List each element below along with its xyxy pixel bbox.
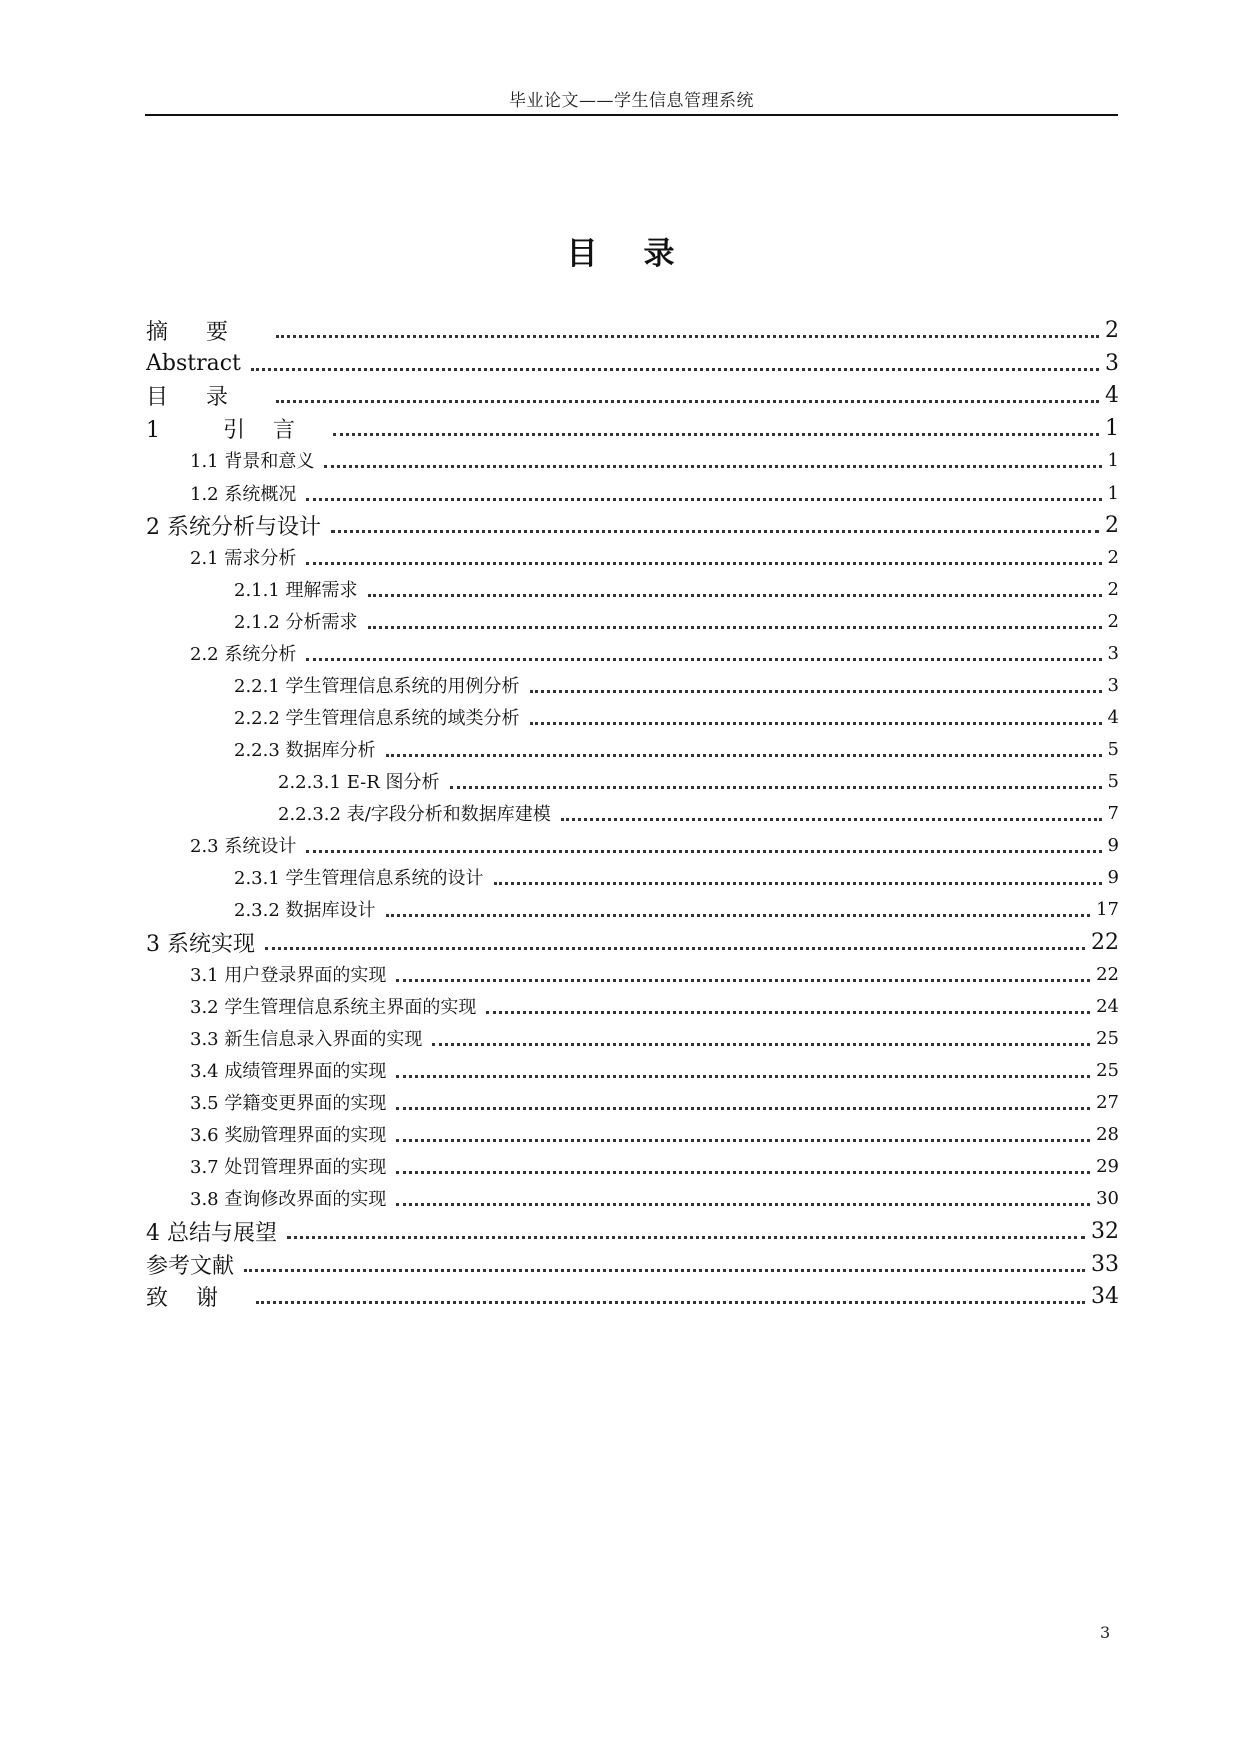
- toc-entry-page: 9: [1107, 866, 1119, 888]
- toc-entry-page: 29: [1096, 1155, 1119, 1177]
- toc-entry-page: 2: [1105, 317, 1119, 343]
- dot-leader: [561, 818, 1102, 821]
- toc-entry-page: 2: [1105, 512, 1119, 538]
- toc-entry-page: 4: [1107, 706, 1119, 728]
- toc-entry-label: 2.1 需求分析: [190, 548, 297, 569]
- toc-entry-2-2-3-1[interactable]: [146, 766, 1119, 796]
- toc-entry-label: 3.6 奖励管理界面的实现: [190, 1125, 387, 1146]
- toc-entry-2-3-1[interactable]: [146, 862, 1119, 892]
- toc-entry-page: 32: [1091, 1218, 1119, 1244]
- page-number: 3: [1100, 1623, 1111, 1642]
- toc-entry-page: 4: [1105, 382, 1119, 408]
- toc-entry-label: Abstract: [146, 350, 241, 376]
- toc-entry-3-4[interactable]: [146, 1055, 1119, 1085]
- toc-entry-label: 1.1 背景和意义: [190, 451, 315, 472]
- toc-entry-label: 3.7 处罚管理界面的实现: [190, 1157, 387, 1178]
- dot-leader: [324, 465, 1101, 468]
- dot-leader: [396, 1075, 1090, 1078]
- toc-entry-2-2-2[interactable]: [146, 702, 1119, 732]
- header-rule: [145, 114, 1118, 116]
- dot-leader: [368, 626, 1102, 629]
- dot-leader: [396, 1139, 1090, 1142]
- dot-leader: [333, 433, 1099, 436]
- toc-entry-2-2[interactable]: [146, 638, 1119, 668]
- toc-entry-abstract-cn[interactable]: [146, 315, 1119, 345]
- toc-entry-2-1-1[interactable]: [146, 574, 1119, 604]
- toc-entry-page: 28: [1096, 1123, 1119, 1145]
- dot-leader: [331, 530, 1099, 533]
- toc-entry-label: 致谢: [146, 1285, 247, 1311]
- toc-entry-label: 2.3.2 数据库设计: [234, 900, 376, 921]
- toc-entry-2-3-2[interactable]: [146, 894, 1119, 924]
- toc-entry-contents[interactable]: [146, 380, 1119, 410]
- toc-entry-label: 2.1.1 理解需求: [234, 580, 358, 601]
- dot-leader: [256, 1301, 1085, 1304]
- toc-entry-chapter-3[interactable]: [146, 927, 1119, 957]
- toc-entry-2-1-2[interactable]: [146, 606, 1119, 636]
- toc-entry-references[interactable]: [146, 1249, 1119, 1279]
- toc-entry-3-1[interactable]: [146, 959, 1119, 989]
- dot-leader: [244, 1269, 1085, 1272]
- dot-leader: [265, 947, 1085, 950]
- toc-entry-page: 24: [1096, 995, 1119, 1017]
- toc-entry-page: 9: [1107, 834, 1119, 856]
- toc-entry-page: 25: [1096, 1059, 1119, 1081]
- toc-entry-1-1[interactable]: [146, 445, 1119, 475]
- toc-entry-label: 2.2 系统分析: [190, 644, 297, 665]
- dot-leader: [368, 594, 1102, 597]
- dot-leader: [432, 1043, 1090, 1046]
- toc-entry-label: 2.2.1 学生管理信息系统的用例分析: [234, 676, 520, 697]
- toc-entry-label: 2.3.1 学生管理信息系统的设计: [234, 868, 484, 889]
- toc-entry-label: 2.2.3.1 E-R 图分析: [278, 772, 440, 793]
- toc-entry-label: 3.8 查询修改界面的实现: [190, 1189, 387, 1210]
- toc-entry-label: 2.3 系统设计: [190, 836, 297, 857]
- toc-entry-page: 17: [1096, 898, 1119, 920]
- toc-entry-page: 3: [1107, 642, 1119, 664]
- toc-entry-label: 2.2.3.2 表/字段分析和数据库建模: [278, 804, 551, 825]
- toc-entry-page: 2: [1107, 546, 1119, 568]
- dot-leader: [396, 1203, 1090, 1206]
- toc-entry-page: 2: [1107, 578, 1119, 600]
- dot-leader: [306, 498, 1101, 501]
- toc-entry-page: 22: [1096, 963, 1119, 985]
- toc-entry-label: 2.2.3 数据库分析: [234, 740, 376, 761]
- toc-entry-chapter-4[interactable]: [146, 1216, 1119, 1246]
- toc-entry-label: 目录: [146, 384, 267, 410]
- toc-entry-page: 1: [1107, 449, 1119, 471]
- dot-leader: [530, 690, 1102, 693]
- toc-entry-label: 3.1 用户登录界面的实现: [190, 965, 387, 986]
- toc-entry-label: 3.4 成绩管理界面的实现: [190, 1061, 387, 1082]
- dot-leader: [276, 335, 1099, 338]
- toc-entry-acknowledgements[interactable]: [146, 1281, 1119, 1311]
- dot-leader: [450, 786, 1102, 789]
- toc-entry-3-7[interactable]: [146, 1151, 1119, 1181]
- dot-leader: [287, 1236, 1085, 1239]
- toc-entry-page: 34: [1091, 1283, 1119, 1309]
- toc-entry-page: 3: [1105, 350, 1119, 376]
- toc-entry-chapter-1[interactable]: [146, 413, 1119, 443]
- dot-leader: [306, 850, 1101, 853]
- toc-entry-3-8[interactable]: [146, 1183, 1119, 1213]
- toc-entry-label: 2.1.2 分析需求: [234, 612, 358, 633]
- toc-entry-label: 4 总结与展望: [146, 1220, 277, 1246]
- toc-entry-label: 3 系统实现: [146, 931, 255, 957]
- toc-title: 目录: [566, 236, 721, 272]
- toc-entry-2-2-3[interactable]: [146, 734, 1119, 764]
- toc-entry-page: 22: [1091, 929, 1119, 955]
- dot-leader: [276, 400, 1099, 403]
- toc-entry-page: 25: [1096, 1027, 1119, 1049]
- toc-entry-3-2[interactable]: [146, 991, 1119, 1021]
- toc-entry-1-2[interactable]: [146, 478, 1119, 508]
- toc-entry-label: 3.5 学籍变更界面的实现: [190, 1093, 387, 1114]
- dot-leader: [486, 1011, 1090, 1014]
- dot-leader: [386, 914, 1091, 917]
- dot-leader: [396, 1107, 1090, 1110]
- dot-leader: [396, 979, 1090, 982]
- dot-leader: [396, 1171, 1090, 1174]
- dot-leader: [306, 658, 1101, 661]
- toc-entry-3-6[interactable]: [146, 1119, 1119, 1149]
- running-header: 毕业论文——学生信息管理系统: [509, 91, 754, 111]
- toc-entry-page: 3: [1107, 674, 1119, 696]
- toc-entry-page: 27: [1096, 1091, 1119, 1113]
- toc-entry-page: 30: [1096, 1187, 1119, 1209]
- dot-leader: [251, 368, 1099, 371]
- toc-entry-label: 参考文献: [146, 1253, 235, 1279]
- dot-leader: [306, 562, 1101, 565]
- toc-entry-page: 5: [1107, 738, 1119, 760]
- toc-entry-chapter-2[interactable]: [146, 510, 1119, 540]
- toc-entry-page: 1: [1105, 415, 1119, 441]
- toc-entry-page: 2: [1107, 610, 1119, 632]
- dot-leader: [494, 882, 1102, 885]
- toc-entry-page: 33: [1091, 1251, 1119, 1277]
- toc-entry-3-3[interactable]: [146, 1023, 1119, 1053]
- toc-entry-label: 3.3 新生信息录入界面的实现: [190, 1029, 423, 1050]
- toc-entry-label: 2 系统分析与设计: [146, 514, 321, 540]
- toc-entry-2-2-3-2[interactable]: [146, 798, 1119, 828]
- toc-entry-2-3[interactable]: [146, 830, 1119, 860]
- toc-entry-label: 摘要: [146, 319, 267, 345]
- toc-entry-label: 1 引言: [146, 417, 323, 443]
- toc-entry-label: 1.2 系统概况: [190, 484, 297, 505]
- toc-entry-page: 7: [1107, 802, 1119, 824]
- toc-entry-3-5[interactable]: [146, 1087, 1119, 1117]
- dot-leader: [530, 722, 1102, 725]
- toc-entry-page: 5: [1107, 770, 1119, 792]
- toc-entry-2-1[interactable]: [146, 542, 1119, 572]
- dot-leader: [386, 754, 1102, 757]
- toc-entry-label: 3.2 学生管理信息系统主界面的实现: [190, 997, 477, 1018]
- toc-entry-2-2-1[interactable]: [146, 670, 1119, 700]
- toc-entry-label: 2.2.2 学生管理信息系统的域类分析: [234, 708, 520, 729]
- toc-entry-abstract-en[interactable]: [146, 348, 1119, 378]
- toc-entry-page: 1: [1107, 482, 1119, 504]
